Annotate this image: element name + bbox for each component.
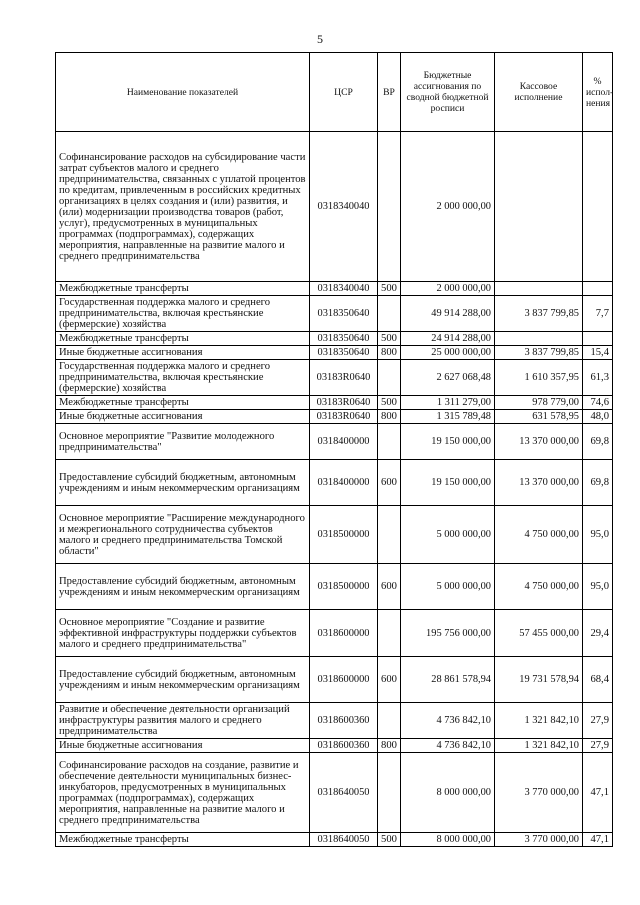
header-csr: ЦСР <box>310 53 378 132</box>
cell-name: Государственная поддержка малого и среднего предпринимательства, включая крестьянские (фермерские) хозяйства <box>56 296 310 332</box>
table-row <box>56 753 613 833</box>
cell-csr: 0318340040 <box>310 282 378 296</box>
cell-pct: 69,8 <box>583 460 613 506</box>
cell-vr: 500 <box>378 396 401 410</box>
cell-cash: 57 455 000,00 <box>495 610 583 657</box>
budget-execution-table <box>55 52 613 847</box>
cell-pct: 47,1 <box>583 833 613 847</box>
cell-budget: 24 914 288,00 <box>401 332 495 346</box>
cell-name: Межбюджетные трансферты <box>56 282 310 296</box>
cell-csr: 03183R0640 <box>310 360 378 396</box>
cell-name: Межбюджетные трансферты <box>56 396 310 410</box>
cell-csr: 0318400000 <box>310 460 378 506</box>
cell-name: Софинансирование расходов на создание, развитие и обеспечение деятельности муниципальных бизнес-инкубаторов, предусмотренных в муниципальных программах (подпрограммах), содержащих мероприятия, направленные на развитие малого и среднего предпринимательства <box>56 753 310 833</box>
cell-name: Основное мероприятие "Развитие молодежного предпринимательства" <box>56 424 310 460</box>
table-row <box>56 460 613 506</box>
cell-csr: 0318350640 <box>310 296 378 332</box>
header-pct: % испол-нения <box>583 53 613 132</box>
cell-budget: 2 000 000,00 <box>401 282 495 296</box>
cell-vr: 600 <box>378 657 401 703</box>
cell-cash: 13 370 000,00 <box>495 460 583 506</box>
cell-pct: 68,4 <box>583 657 613 703</box>
cell-vr: 500 <box>378 282 401 296</box>
cell-vr <box>378 296 401 332</box>
table-row <box>56 396 613 410</box>
cell-name: Иные бюджетные ассигнования <box>56 346 310 360</box>
cell-name: Развитие и обеспечение деятельности организаций инфраструктуры развития малого и среднего предпринимательства <box>56 703 310 739</box>
cell-vr: 600 <box>378 460 401 506</box>
cell-pct: 74,6 <box>583 396 613 410</box>
table-row <box>56 657 613 703</box>
cell-vr <box>378 703 401 739</box>
cell-cash: 3 770 000,00 <box>495 833 583 847</box>
cell-cash: 3 837 799,85 <box>495 296 583 332</box>
cell-cash: 3 770 000,00 <box>495 753 583 833</box>
cell-vr: 600 <box>378 564 401 610</box>
cell-name: Межбюджетные трансферты <box>56 332 310 346</box>
cell-pct: 15,4 <box>583 346 613 360</box>
cell-pct: 61,3 <box>583 360 613 396</box>
cell-vr <box>378 753 401 833</box>
cell-csr: 0318640050 <box>310 753 378 833</box>
cell-budget: 5 000 000,00 <box>401 564 495 610</box>
cell-cash: 13 370 000,00 <box>495 424 583 460</box>
table-row <box>56 332 613 346</box>
cell-vr: 800 <box>378 410 401 424</box>
cell-budget: 4 736 842,10 <box>401 703 495 739</box>
cell-cash <box>495 332 583 346</box>
cell-csr: 0318340040 <box>310 132 378 282</box>
cell-name: Государственная поддержка малого и среднего предпринимательства, включая крестьянские (фермерские) хозяйства <box>56 360 310 396</box>
cell-name: Софинансирование расходов на субсидирование части затрат субъектов малого и среднего предпринимательства, связанных с уплатой процентов по кредитам, привлеченным в российских кредитных организациях в целях создания и (или) развития, и (или) модернизации производства товаров (работ, услуг), предусмотренных в муниципальных программах (подпрограммах), содержащих мероприятия, направленные на развитие малого и среднего предпринимательства <box>56 132 310 282</box>
cell-pct: 95,0 <box>583 506 613 564</box>
cell-csr: 0318500000 <box>310 564 378 610</box>
cell-name: Основное мероприятие "Расширение международного и межрегионального сотрудничества субъектов малого и среднего предпринимательства Томской области" <box>56 506 310 564</box>
cell-budget: 19 150 000,00 <box>401 424 495 460</box>
cell-csr: 0318640050 <box>310 833 378 847</box>
cell-name: Предоставление субсидий бюджетным, автономным учреждениям и иным некоммерческим организациям <box>56 564 310 610</box>
cell-csr: 0318600360 <box>310 703 378 739</box>
cell-vr <box>378 360 401 396</box>
header-name: Наименование показателей <box>56 53 310 132</box>
cell-cash: 1 321 842,10 <box>495 739 583 753</box>
table-row <box>56 506 613 564</box>
cell-cash: 1 610 357,95 <box>495 360 583 396</box>
cell-csr: 0318350640 <box>310 346 378 360</box>
cell-csr: 0318600000 <box>310 610 378 657</box>
cell-vr: 500 <box>378 833 401 847</box>
cell-budget: 8 000 000,00 <box>401 833 495 847</box>
cell-pct: 27,9 <box>583 703 613 739</box>
cell-pct <box>583 132 613 282</box>
cell-name: Иные бюджетные ассигнования <box>56 410 310 424</box>
cell-name: Предоставление субсидий бюджетным, автономным учреждениям и иным некоммерческим организациям <box>56 657 310 703</box>
cell-budget: 25 000 000,00 <box>401 346 495 360</box>
cell-cash: 19 731 578,94 <box>495 657 583 703</box>
cell-budget: 2 627 068,48 <box>401 360 495 396</box>
cell-name: Иные бюджетные ассигнования <box>56 739 310 753</box>
cell-name: Предоставление субсидий бюджетным, автономным учреждениям и иным некоммерческим организациям <box>56 460 310 506</box>
table-row <box>56 346 613 360</box>
cell-csr: 0318500000 <box>310 506 378 564</box>
cell-budget: 5 000 000,00 <box>401 506 495 564</box>
cell-pct: 95,0 <box>583 564 613 610</box>
cell-budget: 19 150 000,00 <box>401 460 495 506</box>
cell-vr <box>378 506 401 564</box>
cell-name: Межбюджетные трансферты <box>56 833 310 847</box>
cell-budget: 195 756 000,00 <box>401 610 495 657</box>
table-row <box>56 424 613 460</box>
table-row <box>56 132 613 282</box>
cell-vr <box>378 424 401 460</box>
page-number: 5 <box>317 32 323 46</box>
table-row <box>56 296 613 332</box>
cell-csr: 03183R0640 <box>310 410 378 424</box>
cell-csr: 0318600000 <box>310 657 378 703</box>
cell-vr <box>378 610 401 657</box>
table-row <box>56 564 613 610</box>
cell-pct: 7,7 <box>583 296 613 332</box>
table-row <box>56 703 613 739</box>
cell-csr: 0318400000 <box>310 424 378 460</box>
cell-budget: 1 311 279,00 <box>401 396 495 410</box>
table-header-row <box>56 53 613 132</box>
cell-budget: 2 000 000,00 <box>401 132 495 282</box>
cell-vr: 800 <box>378 739 401 753</box>
cell-cash: 978 779,00 <box>495 396 583 410</box>
header-vr: ВР <box>378 53 401 132</box>
cell-pct <box>583 332 613 346</box>
table-row <box>56 739 613 753</box>
cell-name: Основное мероприятие "Создание и развитие эффективной инфраструктуры поддержки субъектов малого и среднего предпринимательства" <box>56 610 310 657</box>
cell-cash <box>495 282 583 296</box>
table-row <box>56 360 613 396</box>
cell-cash <box>495 132 583 282</box>
table-row <box>56 410 613 424</box>
cell-cash: 4 750 000,00 <box>495 506 583 564</box>
cell-budget: 1 315 789,48 <box>401 410 495 424</box>
cell-pct: 47,1 <box>583 753 613 833</box>
cell-vr: 800 <box>378 346 401 360</box>
cell-csr: 0318350640 <box>310 332 378 346</box>
cell-pct: 27,9 <box>583 739 613 753</box>
cell-cash: 1 321 842,10 <box>495 703 583 739</box>
cell-cash: 631 578,95 <box>495 410 583 424</box>
cell-csr: 0318600360 <box>310 739 378 753</box>
header-cash: Кассовое исполнение <box>495 53 583 132</box>
table-row <box>56 610 613 657</box>
cell-budget: 8 000 000,00 <box>401 753 495 833</box>
cell-vr: 500 <box>378 332 401 346</box>
cell-cash: 4 750 000,00 <box>495 564 583 610</box>
cell-budget: 49 914 288,00 <box>401 296 495 332</box>
cell-csr: 03183R0640 <box>310 396 378 410</box>
cell-pct: 48,0 <box>583 410 613 424</box>
cell-budget: 28 861 578,94 <box>401 657 495 703</box>
header-budget: Бюджетные ассигнования по сводной бюджетной росписи <box>401 53 495 132</box>
cell-pct <box>583 282 613 296</box>
cell-cash: 3 837 799,85 <box>495 346 583 360</box>
cell-vr <box>378 132 401 282</box>
table-row <box>56 833 613 847</box>
cell-pct: 29,4 <box>583 610 613 657</box>
table-row <box>56 282 613 296</box>
cell-pct: 69,8 <box>583 424 613 460</box>
cell-budget: 4 736 842,10 <box>401 739 495 753</box>
